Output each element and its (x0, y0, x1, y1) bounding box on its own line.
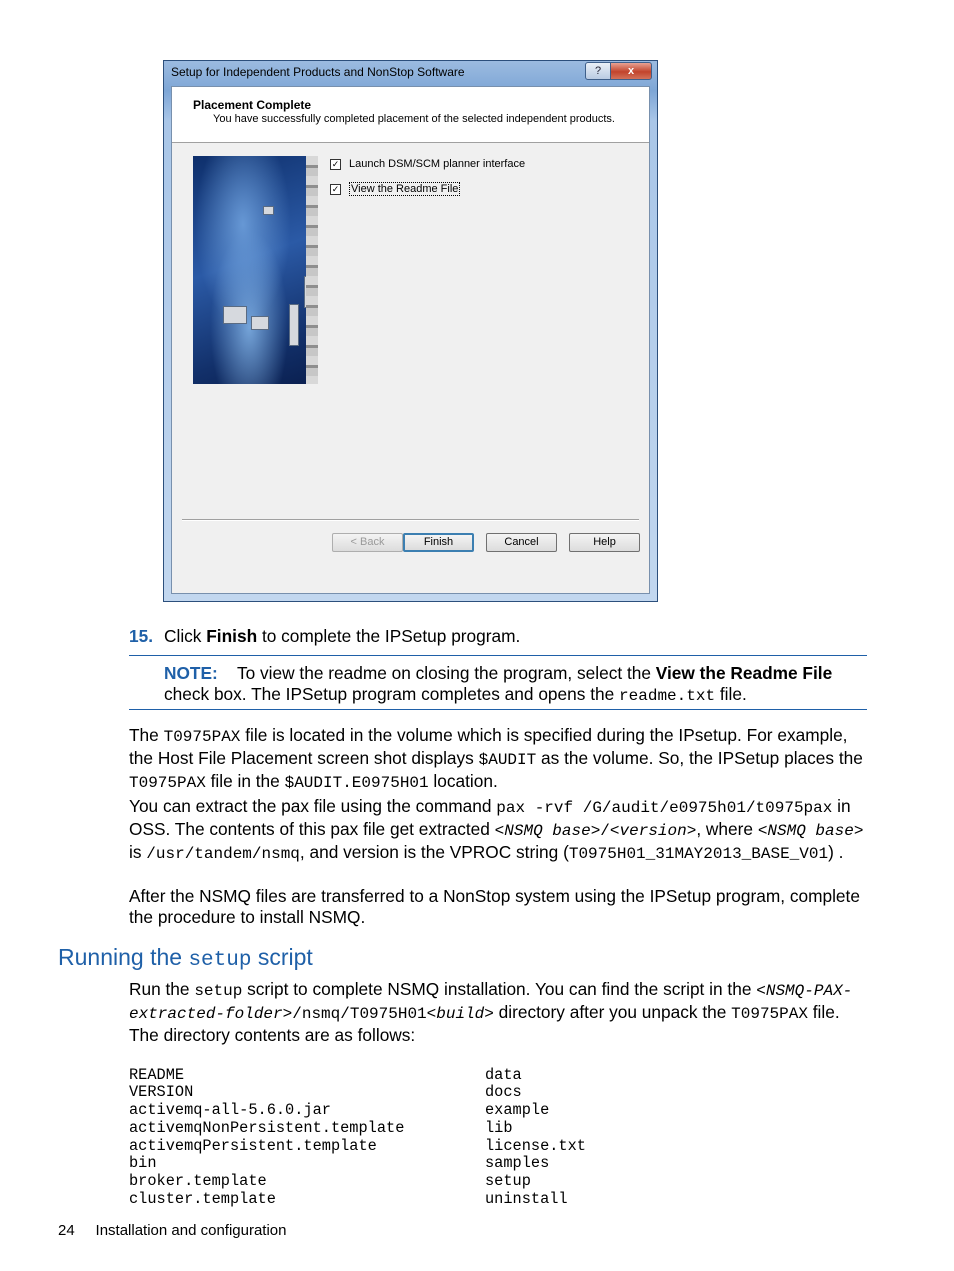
text: file. The directory contents are as follows: (129, 1002, 840, 1045)
code-text: /usr/tandem/nsmq (146, 845, 300, 863)
code-italic-text: <build> (426, 1005, 494, 1023)
title-bar-buttons (585, 62, 652, 80)
listing-item: activemqPersistent.template (129, 1136, 377, 1155)
code-text: setup (194, 982, 243, 1000)
listing-item: activemq-all-5.6.0.jar (129, 1101, 331, 1120)
dialog-client-area (171, 86, 650, 594)
listing-item: bin (129, 1154, 157, 1173)
listing-item: lib (485, 1118, 513, 1137)
close-icon[interactable]: x (610, 62, 652, 80)
code-text: T0975PAX (163, 728, 241, 746)
back-button[interactable]: < Back (332, 533, 403, 552)
code-text: T0975PAX (731, 1005, 808, 1023)
dialog-body (172, 143, 649, 593)
text: file is located in the volume which is specified during the IPsetup. For example, the Host File Placement screen shot displays (129, 725, 848, 768)
code-text: / (600, 822, 610, 840)
wizard-side-image (193, 156, 318, 384)
finish-button[interactable]: Finish (403, 533, 474, 552)
listing-item: setup (485, 1171, 531, 1190)
code-text: readme.txt (619, 687, 716, 705)
checkbox-view-readme[interactable] (330, 182, 460, 196)
code-text: $AUDIT.E0975H01 (284, 774, 429, 792)
help-button[interactable]: Help (569, 533, 640, 552)
cancel-button[interactable]: Cancel (486, 533, 557, 552)
step-number: 15. (129, 626, 154, 646)
code-text: /nsmq/T0975H01 (292, 1005, 427, 1023)
paragraph-run-setup (129, 979, 869, 1046)
text: script to complete NSMQ installation. You can find the script in the (242, 979, 757, 999)
paragraph-extract-pax (129, 796, 869, 865)
text: directory after you unpack the (493, 1002, 732, 1022)
listing-item: cluster.template (129, 1189, 276, 1208)
dialog-header-subtitle: You have successfully completed placement of the selected independent products. (213, 113, 615, 125)
listing-item: docs (485, 1083, 522, 1102)
dialog-separator (182, 519, 639, 521)
listing-item: data (485, 1065, 522, 1084)
page-number: 24 (58, 1222, 75, 1239)
text: is (129, 842, 147, 862)
text: ) . (828, 842, 844, 862)
note-block (164, 663, 868, 707)
text: file. (715, 684, 747, 704)
text: Run the (129, 979, 195, 999)
checkbox-launch-dsm[interactable] (330, 158, 525, 170)
listing-item: samples (485, 1154, 550, 1173)
text: as the volume. So, the IPSetup places the (536, 748, 863, 768)
listing-item: VERSION (129, 1083, 194, 1102)
computer-graphic (223, 306, 247, 324)
code-text: $AUDIT (478, 751, 537, 769)
code-italic-text: <NSMQ-PAX-extracted-folder> (129, 982, 853, 1023)
listing-item: activemqNonPersistent.template (129, 1118, 405, 1137)
checkbox-box[interactable]: ✓ (331, 158, 340, 169)
directory-listing-col2 (485, 1049, 586, 1226)
computer-graphic (263, 206, 274, 215)
text: You can extract the pax file using the command (129, 796, 497, 816)
server-rack-graphic (306, 156, 318, 384)
checkbox-label: Launch DSM/SCM planner interface (349, 158, 526, 170)
paragraph-after-transfer: After the NSMQ files are transferred to a NonStop system using the IPSetup program, complete the procedure to install NSMQ. (129, 886, 860, 927)
directory-listing-col1 (129, 1049, 404, 1226)
server-graphic (289, 304, 299, 346)
listing-item: example (485, 1101, 550, 1120)
text: , where (696, 819, 758, 839)
text: To view the readme on closing the program, select the (236, 663, 656, 683)
computer-graphic (251, 316, 269, 330)
paragraph-pax-location (129, 725, 869, 794)
text: , and version is the VPROC string ( (299, 842, 569, 862)
code-text: pax -rvf /G/audit/e0975h01/t0975pax (496, 799, 833, 817)
text: file in the (205, 771, 285, 791)
text: in OSS. The contents of this pax file get extracted (129, 796, 851, 839)
text: The (129, 725, 164, 745)
listing-item: uninstall (485, 1189, 568, 1208)
code-italic-text: <NSMQ base> (757, 822, 864, 840)
note-bottom-rule (129, 709, 867, 710)
step-15-text (164, 626, 864, 647)
text: Click (164, 626, 207, 646)
code-text: T0975H01_31MAY2013_BASE_V01 (568, 845, 829, 863)
checkbox-box[interactable]: ✓ (331, 183, 340, 194)
dialog-header (172, 87, 649, 143)
code-text: T0975PAX (129, 774, 206, 792)
section-heading (58, 944, 313, 972)
listing-item: license.txt (485, 1136, 586, 1155)
note-top-rule (129, 655, 867, 656)
dialog-title: Setup for Independent Products and NonStop Software (171, 65, 465, 79)
bold-text: Finish (206, 626, 258, 646)
code-italic-text: <version> (609, 822, 697, 840)
note-label: NOTE: (164, 663, 218, 683)
dialog-header-title: Placement Complete (193, 98, 312, 112)
text: check box. The IPSetup program completes and opens the (164, 684, 620, 704)
code-italic-text: <NSMQ base> (494, 822, 601, 840)
text: location. (428, 771, 498, 791)
help-icon[interactable]: ? (585, 62, 611, 80)
bold-text: View the Readme File (655, 663, 833, 683)
listing-item: broker.template (129, 1171, 267, 1190)
text: to complete the IPSetup program. (257, 626, 521, 646)
text: Running the (58, 944, 189, 970)
code-text: setup (188, 949, 252, 972)
checkbox-label: View the Readme File (351, 183, 459, 195)
listing-item: README (129, 1065, 185, 1084)
setup-dialog-screenshot (163, 60, 658, 602)
text: script (251, 944, 313, 970)
page-footer (58, 1222, 287, 1239)
footer-section: Installation and configuration (95, 1222, 287, 1239)
